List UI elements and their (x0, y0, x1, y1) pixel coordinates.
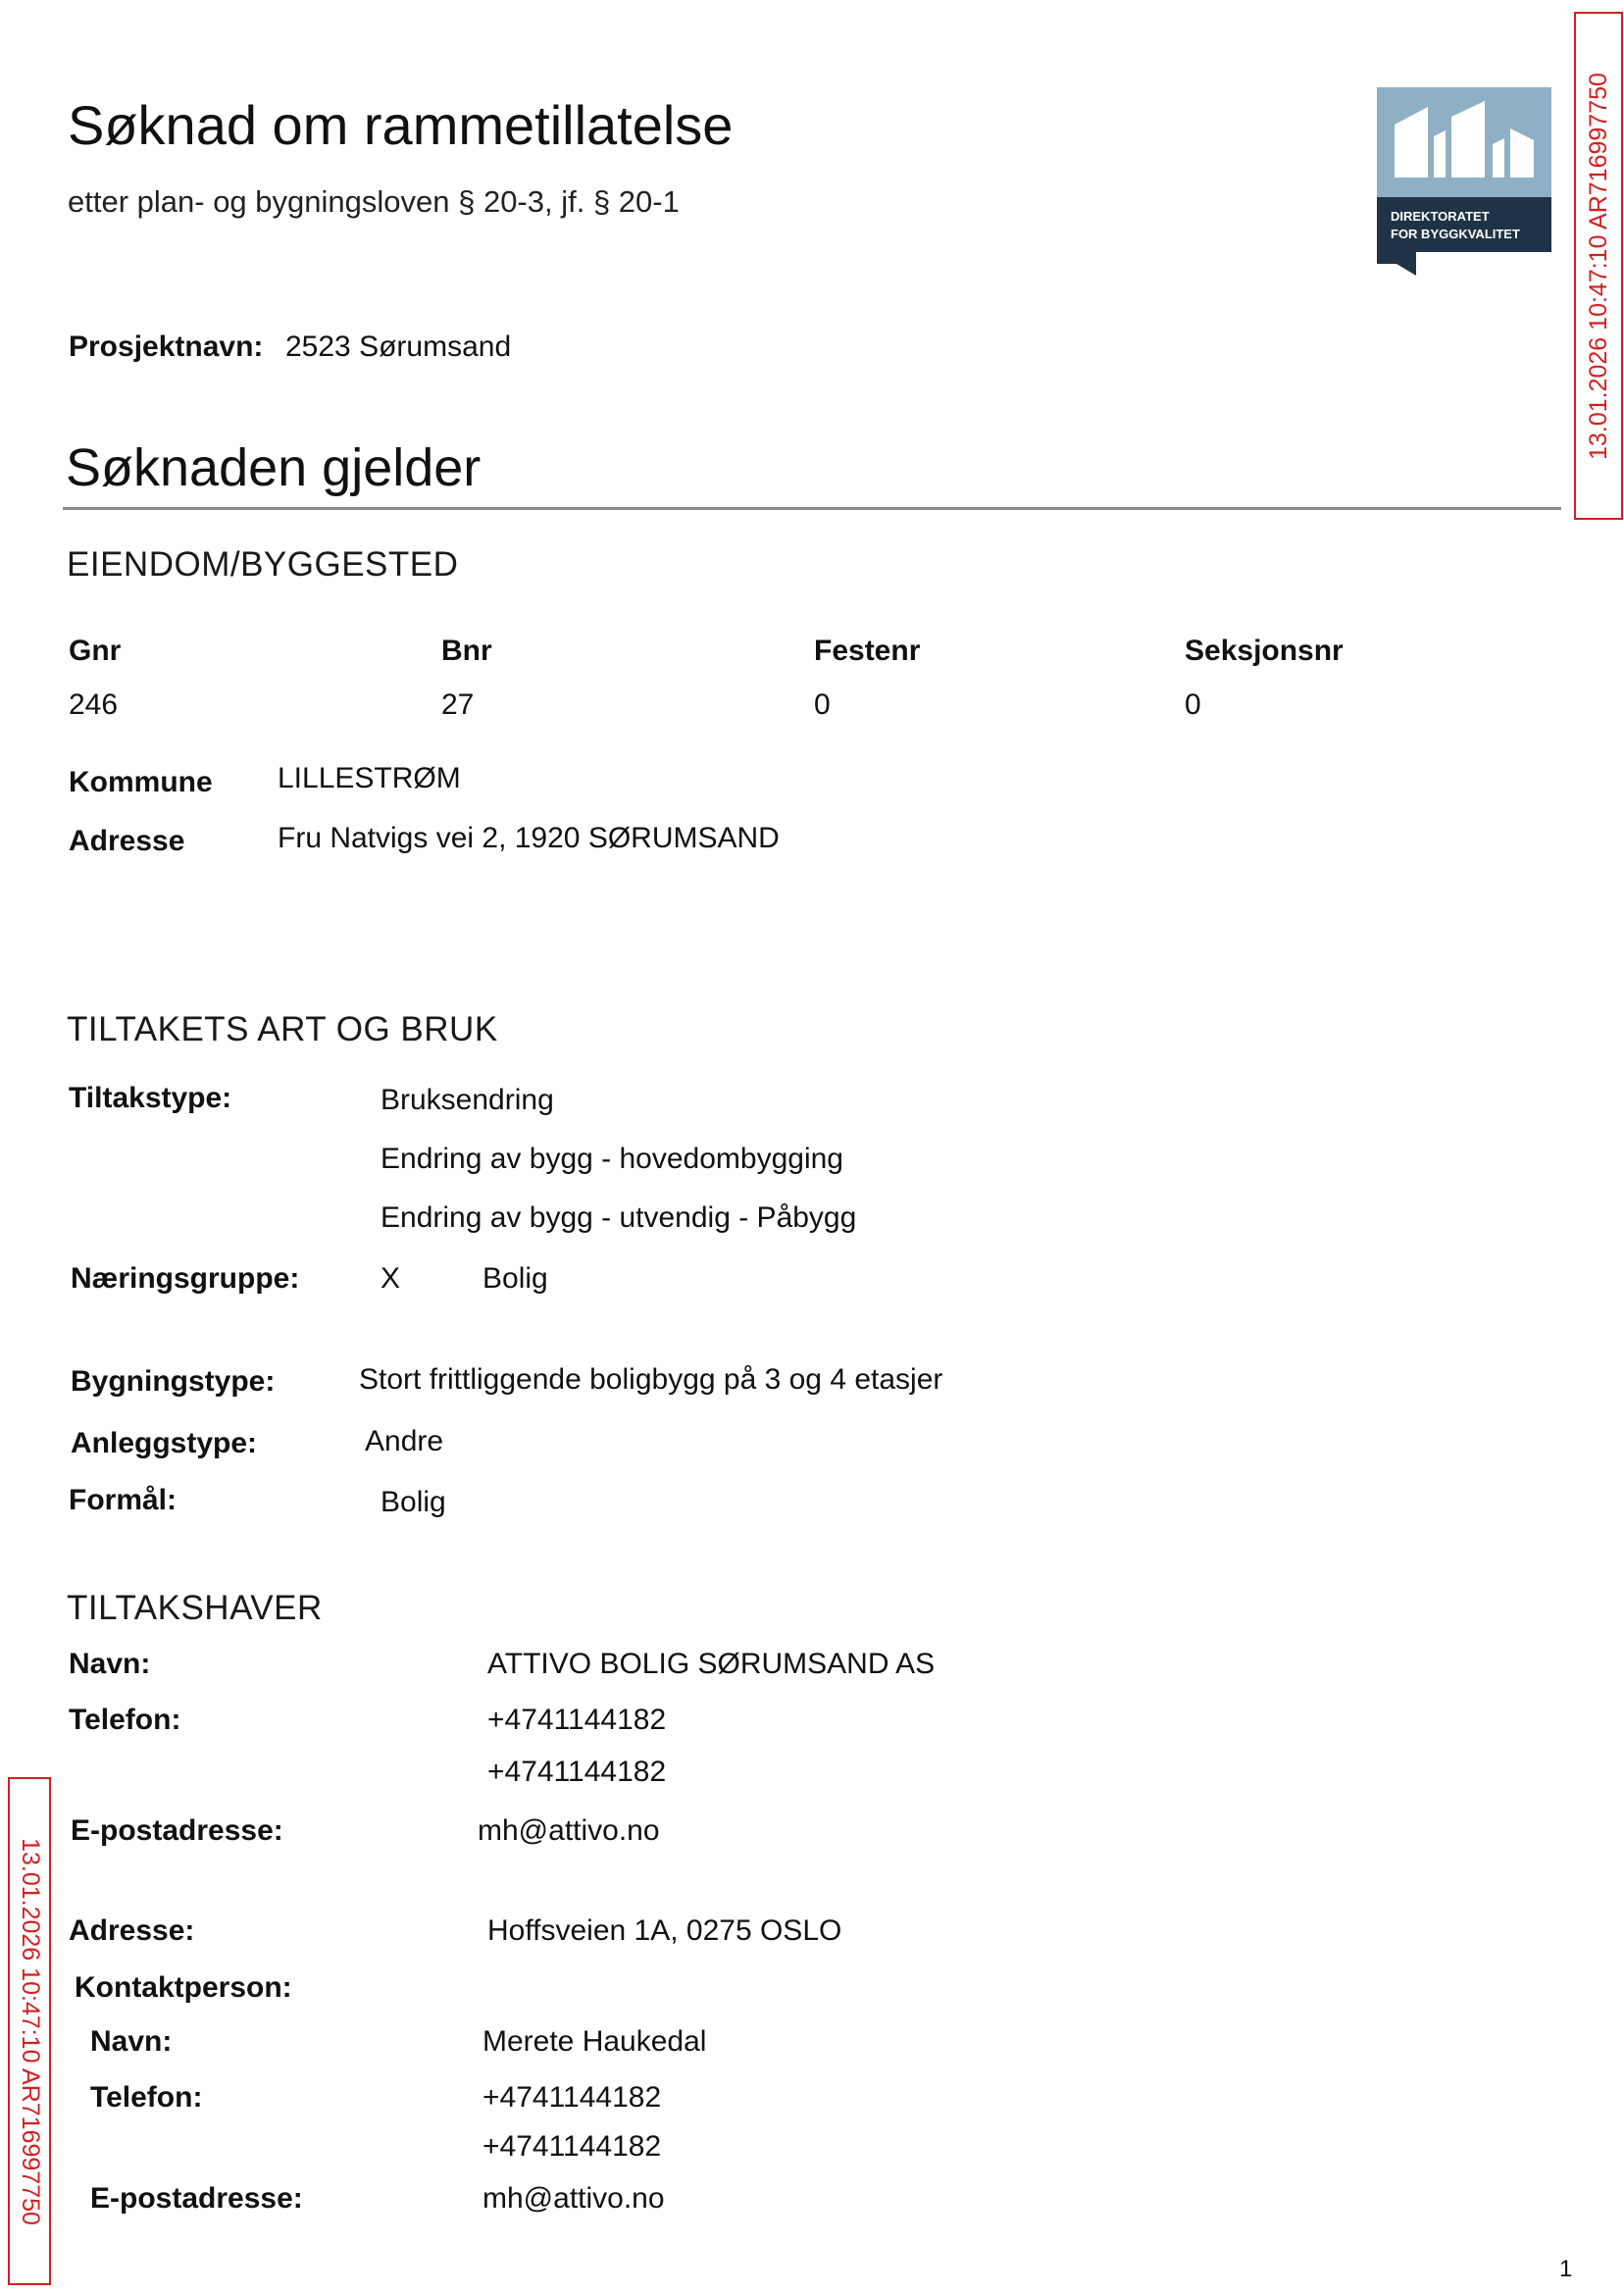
tiltakshaver-adresse-label: Adresse: (69, 1914, 195, 1947)
anleggstype-value: Andre (365, 1425, 444, 1457)
logo-line2: FOR BYGGKVALITET (1391, 227, 1520, 241)
bnr-value: 27 (441, 688, 475, 721)
kontakt-navn-label: Navn: (90, 2025, 173, 2058)
naeringsgruppe-code: X (381, 1262, 401, 1295)
tiltakshaver-heading: TILTAKSHAVER (67, 1589, 323, 1627)
formaal-label: Formål: (69, 1484, 178, 1516)
adresse-value: Fru Natvigs vei 2, 1920 SØRUMSAND (278, 822, 780, 854)
eiendom-heading: EIENDOM/BYGGESTED (67, 545, 459, 584)
tiltakshaver-telefon-value-1: +4741144182 (487, 1704, 667, 1736)
tiltakshaver-telefon-value-2: +4741144182 (487, 1756, 667, 1788)
festenr-label: Festenr (814, 635, 921, 667)
section-heading-main: Søknaden gjelder (66, 438, 482, 497)
naeringsgruppe-value: Bolig (482, 1262, 548, 1295)
gnr-value: 246 (69, 688, 119, 721)
bygningstype-value: Stort frittliggende boligbygg på 3 og 4 etasjer (359, 1363, 943, 1396)
document-subtitle: etter plan- og bygningsloven § 20-3, jf. § 20-1 (68, 184, 680, 219)
dibk-logo (1377, 87, 1551, 276)
project-name-label: Prosjektnavn: (69, 331, 264, 363)
tiltak-heading: TILTAKETS ART OG BRUK (67, 1010, 498, 1048)
tiltakstype-value-3: Endring av bygg - utvendig - Påbygg (381, 1201, 857, 1234)
section-divider (63, 507, 1561, 510)
kommune-label: Kommune (69, 766, 213, 798)
kontakt-telefon-label: Telefon: (90, 2081, 203, 2114)
document-title: Søknad om rammetillatelse (68, 94, 734, 156)
kontakt-telefon-value-1: +4741144182 (482, 2081, 662, 2114)
tiltakshaver-epost-value: mh@attivo.no (478, 1814, 660, 1847)
festenr-value: 0 (814, 688, 831, 721)
naeringsgruppe-label: Næringsgruppe: (71, 1262, 300, 1295)
tiltakshaver-adresse-value: Hoffsveien 1A, 0275 OSLO (487, 1914, 842, 1947)
logo-line1: DIREKTORATET (1391, 209, 1490, 224)
seksjonsnr-label: Seksjonsnr (1185, 635, 1344, 667)
kontakt-epost-label: E-postadresse: (90, 2182, 303, 2215)
tiltakstype-label: Tiltakstype: (69, 1082, 232, 1114)
formaal-value: Bolig (381, 1486, 446, 1518)
gnr-label: Gnr (69, 635, 122, 667)
kontakt-telefon-value-2: +4741144182 (482, 2130, 662, 2163)
page-number: 1 (1559, 2256, 1573, 2282)
adresse-label: Adresse (69, 825, 185, 857)
kontakt-navn-value: Merete Haukedal (482, 2025, 707, 2058)
kontakt-epost-value: mh@attivo.no (482, 2182, 665, 2215)
timestamp-stamp-top: 13.01.2026 10:47:10 AR716997750 (1574, 12, 1623, 520)
timestamp-stamp-bottom: 13.01.2026 10:47:10 AR716997750 (8, 1777, 51, 2285)
bygningstype-label: Bygningstype: (71, 1365, 276, 1398)
tiltakshaver-navn-label: Navn: (69, 1648, 151, 1680)
kontaktperson-label: Kontaktperson: (75, 1971, 292, 2004)
tiltakstype-value-2: Endring av bygg - hovedombygging (381, 1143, 843, 1175)
project-name-value: 2523 Sørumsand (285, 331, 512, 363)
bnr-label: Bnr (441, 635, 492, 667)
tiltakstype-value-1: Bruksendring (381, 1084, 554, 1116)
seksjonsnr-value: 0 (1185, 688, 1201, 721)
tiltakshaver-navn-value: ATTIVO BOLIG SØRUMSAND AS (487, 1648, 936, 1680)
anleggstype-label: Anleggstype: (71, 1427, 258, 1459)
tiltakshaver-epost-label: E-postadresse: (71, 1814, 283, 1847)
kommune-value: LILLESTRØM (278, 762, 461, 794)
tiltakshaver-telefon-label: Telefon: (69, 1704, 181, 1736)
